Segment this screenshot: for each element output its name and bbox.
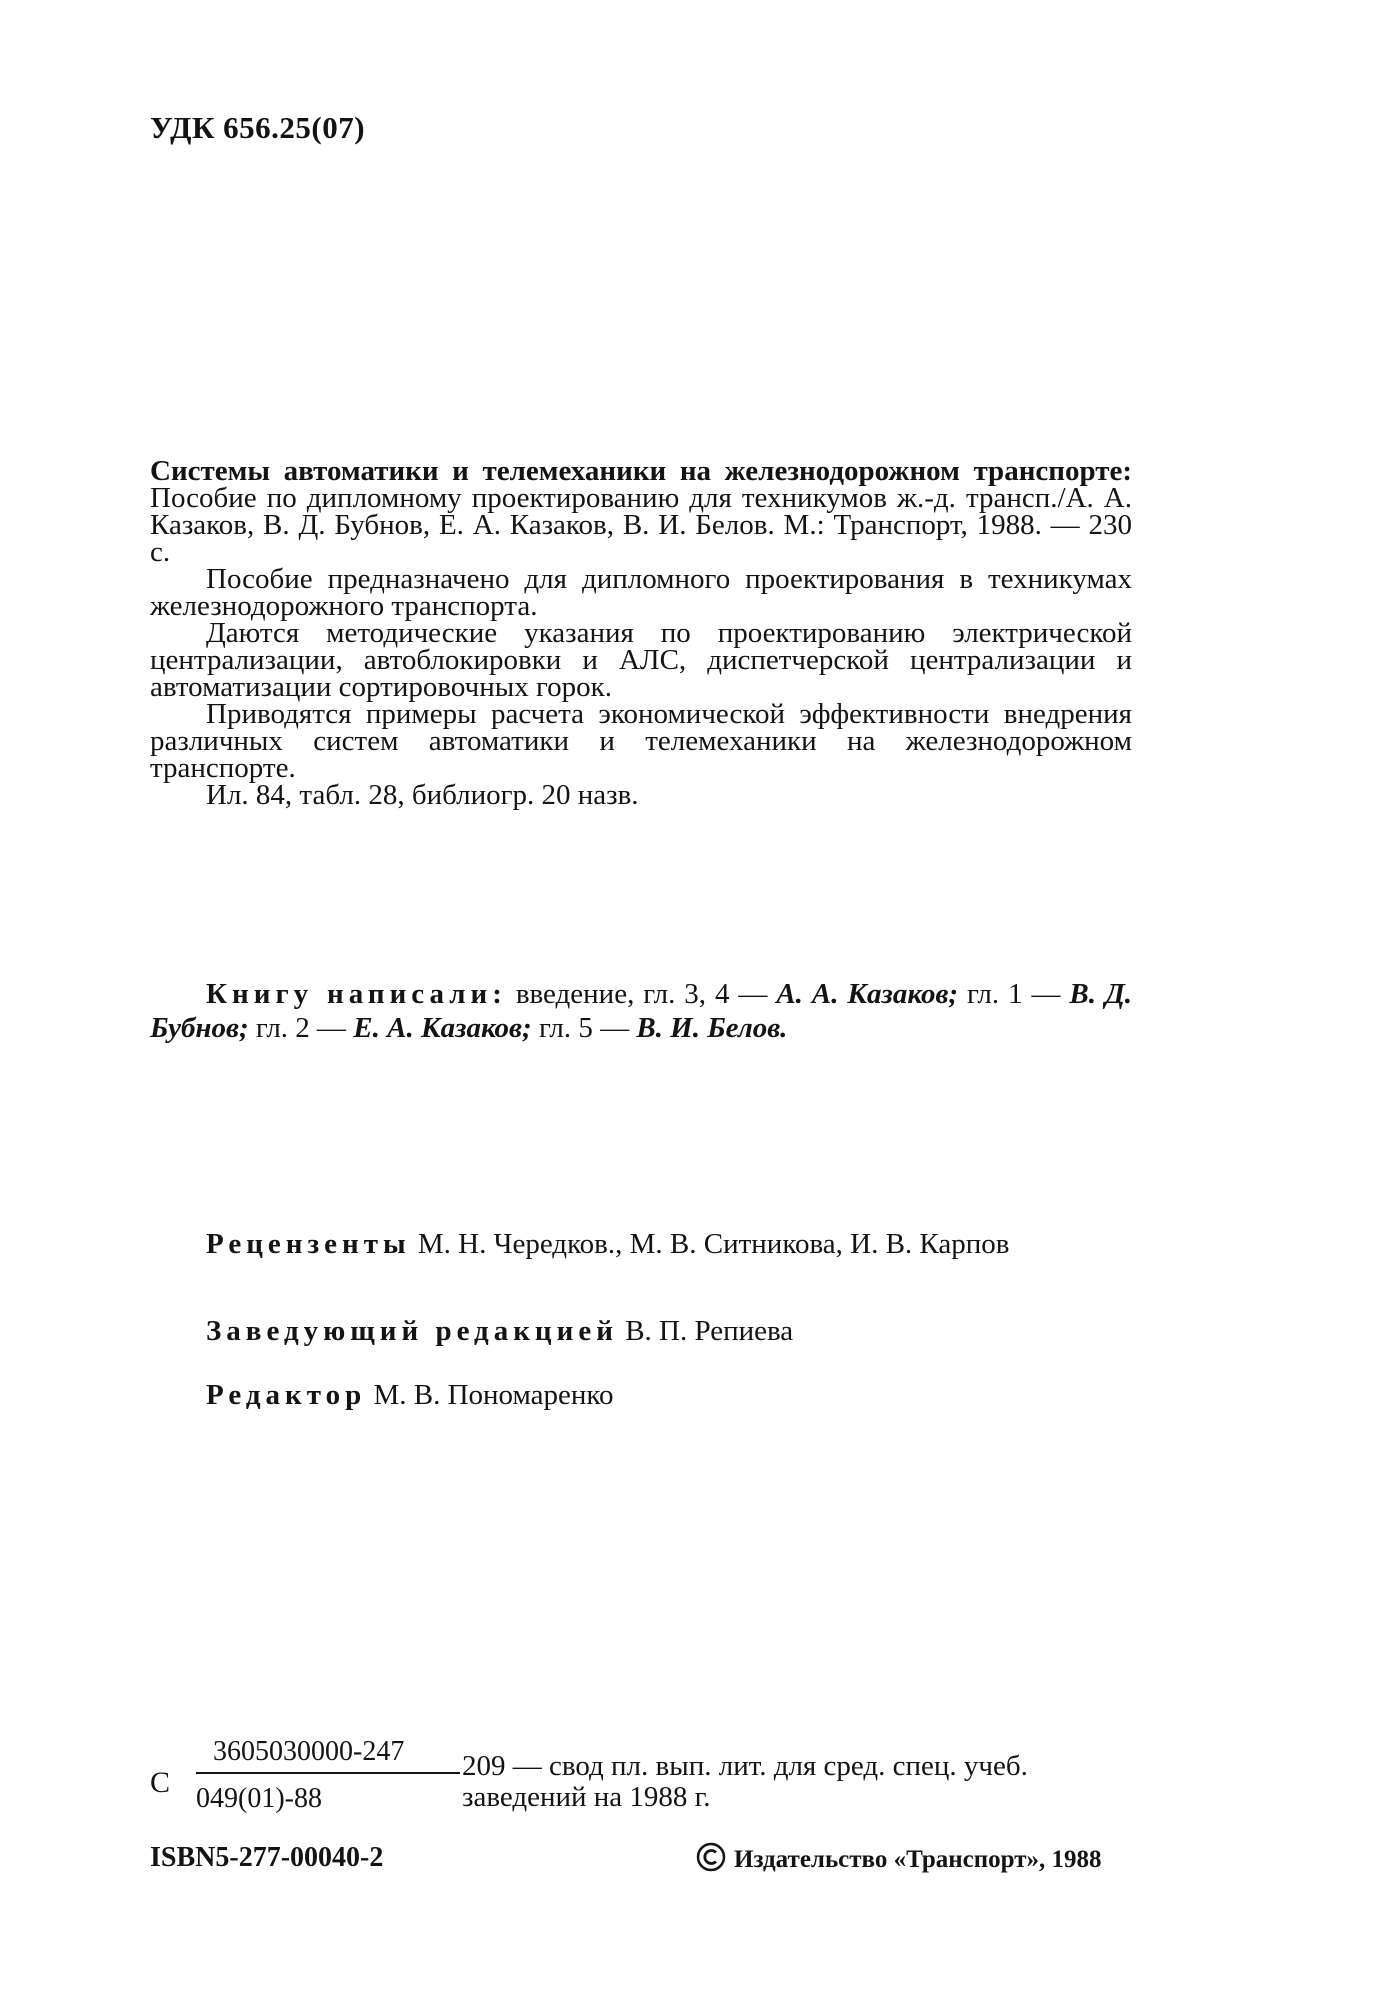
- head-editor-line: [206, 1315, 793, 1348]
- abstract-paragraph-2: Даются методические указания по проектированию электрической централизации, автоблокировки и АЛС, диспетчерской централизации и автоматизации сортировочных горок.: [150, 617, 1132, 703]
- authors-label: Книгу написали:: [206, 978, 507, 1010]
- reviewers-label: Рецензенты: [206, 1228, 411, 1260]
- citation-paragraph: [150, 455, 1132, 568]
- author-4: В. И. Белов.: [636, 1012, 788, 1044]
- reviewers-names: М. Н. Чередков., М. В. Ситникова, И. В. Карпов: [410, 1228, 1010, 1260]
- reviewers-block: [150, 1226, 1132, 1263]
- editor-line: [206, 1379, 614, 1412]
- isbn: ISBN5-277-00040-2: [150, 1842, 384, 1873]
- authors-part-4: гл. 5 —: [531, 1012, 637, 1044]
- authors-part-1: введение, гл. 3, 4 —: [506, 978, 777, 1010]
- imprint-text-line-2: заведений на 1988 г.: [462, 1781, 711, 1813]
- author-3: Е. А. Казаков;: [353, 1012, 532, 1044]
- citation-details: Пособие по дипломному проектированию для техникумов ж.-д. трансп./А. А. Казаков, В. Д. Бубнов, Е. А. Казаков, В. И. Белов. М.: Транспорт, 1988. — 230 с.: [150, 482, 1132, 568]
- publisher-copyright: Издательство «Транспорт», 1988: [734, 1846, 1102, 1873]
- abstract-paragraph-1: Пособие предназначено для дипломного проектирования в техникумах железнодорожного транспорта.: [150, 563, 1132, 622]
- abstract-paragraph-4: Ил. 84, табл. 28, библиогр. 20 назв.: [206, 779, 639, 811]
- authors-block: [150, 977, 1132, 1045]
- author-2: В. Д. Бубнов;: [150, 978, 1132, 1044]
- imprint-fraction-line: [196, 1772, 460, 1774]
- imprint-c-letter: С: [150, 1766, 171, 1799]
- authors-part-3: гл. 2 —: [248, 1012, 354, 1044]
- head-editor-label: Заведующий редакцией: [206, 1315, 618, 1347]
- editor-name: М. В. Пономаренко: [366, 1379, 614, 1411]
- book-title: Системы автоматики и телемеханики на железнодорожном транспорте:: [150, 455, 1132, 487]
- authors-part-2: гл. 1 —: [958, 978, 1070, 1010]
- imprint-denominator: 049(01)-88: [196, 1783, 322, 1814]
- abstract-paragraph-3: Приводятся примеры расчета экономической эффективности внедрения различных систем автоматики и телемеханики на железнодорожном транспорте.: [150, 698, 1132, 784]
- udc-code: УДК 656.25(07): [150, 110, 366, 145]
- head-editor-name: В. П. Репиева: [617, 1315, 794, 1347]
- author-1: А. А. Казаков;: [776, 978, 959, 1010]
- imprint-text-line-1: 209 — свод пл. вып. лит. для сред. спец. учеб.: [462, 1750, 1028, 1782]
- imprint-numerator: 3605030000-247: [213, 1736, 405, 1767]
- copyright-icon: [696, 1842, 726, 1872]
- authors-paragraph: [150, 977, 1132, 1045]
- editor-label: Редактор: [206, 1379, 367, 1411]
- bibliographic-abstract: [150, 455, 1132, 811]
